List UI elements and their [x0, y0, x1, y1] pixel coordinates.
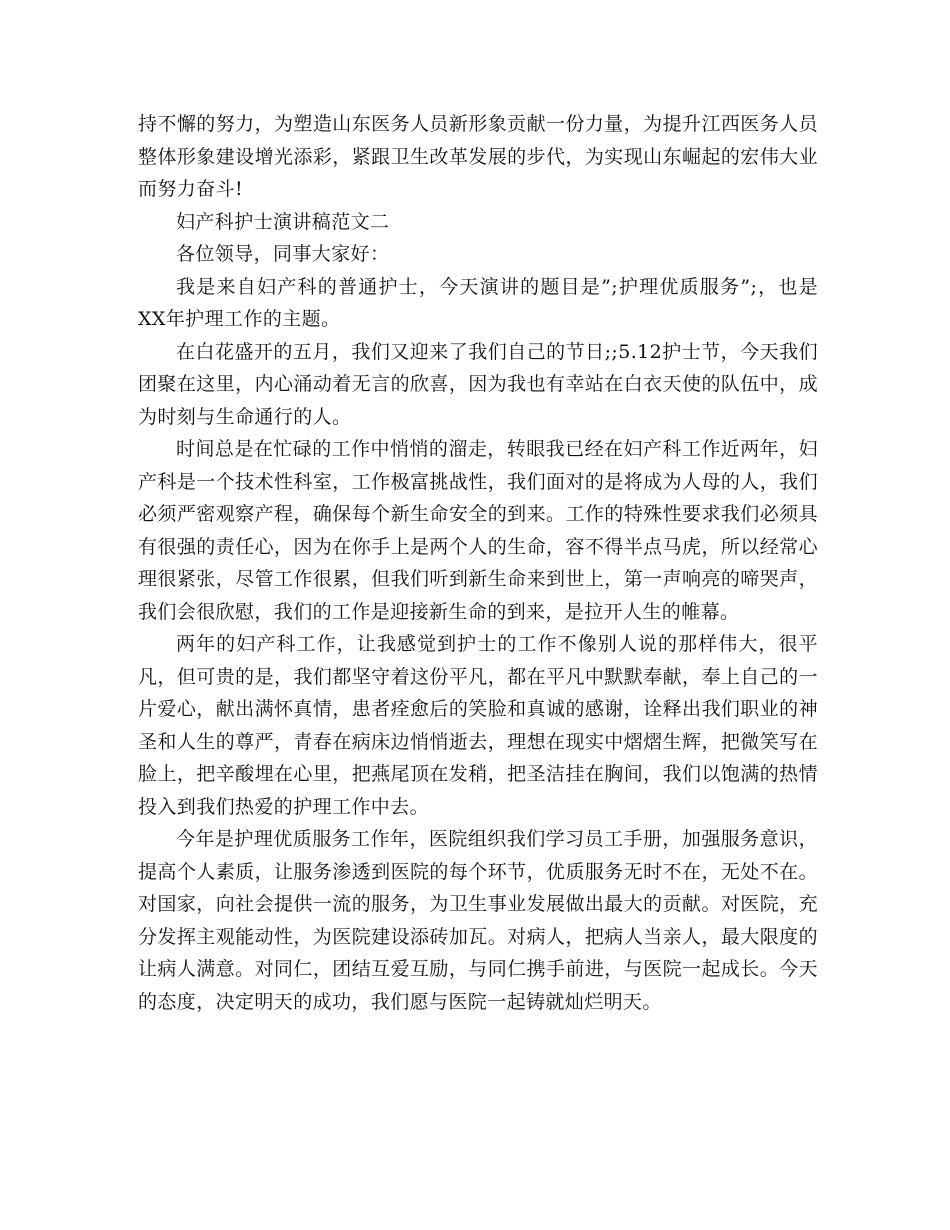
document-body	[138, 108, 818, 1018]
greeting: 各位领导，同事大家好：	[176, 243, 390, 265]
paragraph: 时间总是在忙碌的工作中悄悄的溜走，转眼我已经在妇产科工作近两年，妇产科是一个技术性科室，工作极富挑战性，我们面对的是将成为人母的人，我们必须严密观察产程，确保每个新生命安全的到来。工作的特殊性要求我们必须具有很强的责任心，因为在你手上是两个人的生命，容不得半点马虎，所以经常心理很紧张，尽管工作很累，但我们听到新生命来到世上，第一声响亮的啼哭声，我们会很欣慰，我们的工作是迎接新生命的到来，是拉开人生的帷幕。	[138, 438, 818, 623]
paragraph-continuation: 持不懈的努力，为塑造山东医务人员新形象贡献一份力量，为提升江西医务人员整体形象建设增光添彩，紧跟卫生改革发展的步代，为实现山东崛起的宏伟大业而努力奋斗!	[138, 113, 818, 200]
paragraph: 两年的妇产科工作，让我感觉到护士的工作不像别人说的那样伟大，很平凡，但可贵的是，我们都坚守着这份平凡，都在平凡中默默奉献，奉上自己的一片爱心，献出满怀真情，患者痊愈后的笑脸和真诚的感谢，诠释出我们职业的神圣和人生的尊严，青春在病床边悄悄逝去，理想在现实中熠熠生辉，把微笑写在脸上，把辛酸埋在心里，把燕尾顶在发稍，把圣洁挂在胸间，我们以饱满的热情投入到我们热爱的护理工作中去。	[138, 633, 818, 818]
section-heading: 妇产科护士演讲稿范文二	[176, 210, 390, 233]
paragraph: 今年是护理优质服务工作年，医院组织我们学习员工手册，加强服务意识，提高个人素质，让服务渗透到医院的每个环节，优质服务无时不在，无处不在。对国家，向社会提供一流的服务，为卫生事业发展做出最大的贡献。对医院，充分发挥主观能动性，为医院建设添砖加瓦。对病人，把病人当亲人，最大限度的让病人满意。对同仁，团结互爱互励，与同仁携手前进，与医院一起成长。今天的态度，决定明天的成功，我们愿与医院一起铸就灿烂明天。	[138, 828, 818, 1013]
paragraph: 在白花盛开的五月，我们又迎来了我们自己的节日;;5.12护士节，今天我们团聚在这里，内心涌动着无言的欣喜，因为我也有幸站在白衣天使的队伍中，成为时刻与生命通行的人。	[138, 340, 818, 428]
paragraph: 我是来自妇产科的普通护士，今天演讲的题目是”;护理优质服务”;，也是XX年护理工作的主题。	[138, 275, 818, 330]
